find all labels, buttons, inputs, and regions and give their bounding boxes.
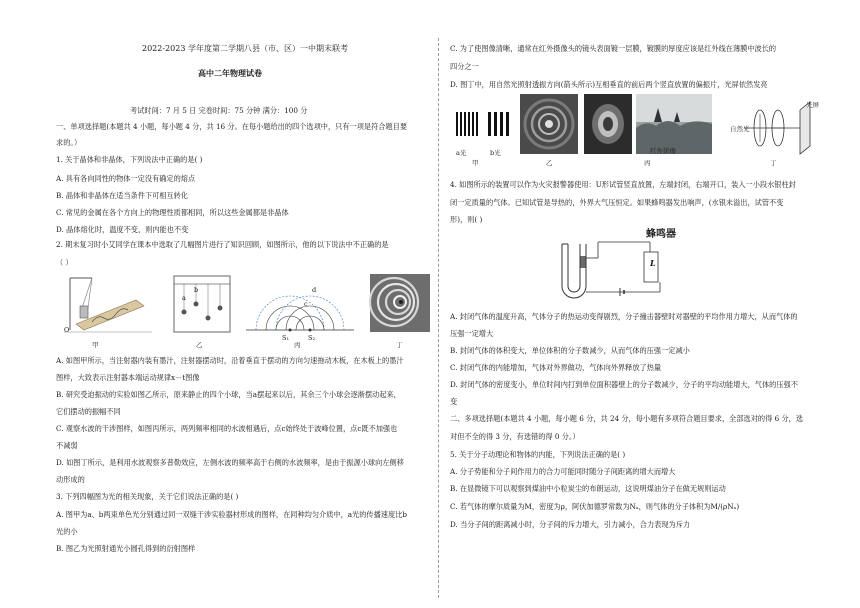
fig-bing-interference	[246, 296, 354, 332]
q4-option-line-1: A. 封闭气体的温度升高，气体分子的热运动变得剧烈，分子撞击器壁时对器壁的平均作用力增大，从而气体的	[450, 312, 798, 321]
q5-option-c: C. 若气体的摩尔质量为M，密度为ρ，阿伏加德罗常数为Nₐ，则气体的分子体积为M/(ρNₐ)	[450, 502, 740, 511]
q2-option-line-5: C. 观察水波的干涉图样，如图丙所示，两列频率相同的水波相遇后，点c始终处于波峰位置，点c既不加强也	[56, 424, 398, 433]
q4-stem-line-3: 形)，则( )	[450, 215, 483, 224]
q2-stem-line-1: 2. 期末复习时小艾同学在课本中选取了几幅图片进行了知识回顾，如图所示，他的以下说法中不正确的是	[56, 240, 389, 249]
q4-fig-label-buzzer: 蜂鸣器	[646, 229, 676, 240]
fig-mark-b: b	[194, 286, 199, 294]
section2-line-1: 二、多项选择题(本题共 4 小题，每小题 6 分，共 24 分，每小题有多项符合题目要求，全部选对的得 6 分，选	[450, 414, 804, 423]
fig-jia-pendulum	[64, 278, 152, 332]
q3-fig-label-a: a光	[456, 149, 467, 157]
q4-fig-label-L: L	[650, 258, 656, 268]
q2-option-line-4: 它们摆动的振幅不同	[56, 407, 121, 416]
q1-stem: 1. 关于晶体和非晶体，下列说法中正确的是( )	[56, 155, 203, 164]
q4-stem-line-1: 4. 如图所示的装置可以作为火灾报警器使用：U形试管竖直放置，左端封闭，右端开口，装入一小段水银柱封	[450, 180, 796, 189]
section2-line-2: 对但不全的得 3 分，有选错的得 0 分。）	[450, 432, 580, 441]
q4-option-line-4: C. 封闭气体的内能增加，气体对外界做功，气体向外界释放了热量	[450, 363, 662, 372]
q4-option-line-5: D. 封闭气体的密度变小，单位时间内打到单位面积器壁上的分子数减少，分子的平均动能增大，气体的压强不	[450, 380, 798, 389]
q3-fig-label-jia: 甲	[472, 159, 479, 167]
fig-mark-s1: S₁	[282, 334, 290, 342]
fig-q3-bing-photos	[584, 94, 712, 154]
q3-fig-label-b: b光	[490, 149, 501, 157]
q3-stem: 3. 下列四幅图为光的相关现象，关于它们说法正确的是( )	[56, 492, 239, 501]
q3-option-line-3: B. 图乙为光照射通光小圆孔得到的衍射图样	[56, 544, 196, 553]
left-column	[56, 0, 430, 608]
q3-c-line-2: 四分之一	[450, 62, 479, 71]
fig-yi-pendulums	[174, 276, 230, 332]
q4-alarm-figure	[556, 232, 668, 310]
q3-fig-text-screen: 光屏	[806, 101, 819, 109]
section1-line-2: 求的。）	[56, 138, 82, 147]
q2-stem-line-2: （ ）	[56, 258, 73, 267]
fig-q3-ding-polarizers	[744, 102, 810, 154]
fig-mark-d: d	[312, 286, 317, 294]
q2-option-line-2: 图样，大致表示注射器本端运动规律x－t图像	[56, 373, 200, 382]
q1-option-a: A. 具有各向同性的物体一定没有确定的熔点	[56, 174, 196, 183]
fig-label-yi: 乙	[196, 341, 203, 349]
q3-d-line: D. 图丁中，用自然光照射透振方向(箭头所示)互相垂直的前后两个竖直放置的偏振片，光屏依然发亮	[450, 80, 768, 89]
column-divider	[438, 38, 439, 598]
q3-c-line-1: C. 为了使图像清晰，通常在红外摄像头的镜头表面镀一层膜，镀膜的厚度应该是红外线在薄膜中波长的	[450, 44, 777, 53]
q2-option-line-8: 动形成的	[56, 475, 85, 484]
fig-mark-a: a	[182, 294, 186, 302]
fig-q3-jia-fringes	[456, 112, 509, 136]
q4-option-line-6: 变	[450, 397, 458, 406]
exam-info: 考试时间：7 月 5 日 完卷时间：75 分钟 满分：100 分	[130, 106, 308, 115]
q3-fig-label-yi: 乙	[546, 159, 553, 167]
q2-option-line-1: A. 如图甲所示，当注射器内装有墨汁，注射器摆动时，沿着垂直于摆动的方向匀速拖动木板，在木板上的墨汁	[56, 356, 404, 365]
q5-option-b: B. 在显微镜下可以观察到煤油中小粒炭尘的布朗运动，这说明煤油分子在做无规则运动	[450, 484, 726, 493]
q3-option-line-1: A. 图甲为a、b两束单色光分别通过同一双缝干涉实验器材形成的图样，在同种均匀介质中，a光的传播速度比b	[56, 510, 407, 519]
fig-q3-yi-diffraction	[520, 94, 578, 154]
q1-option-b: B. 晶体和非晶体在适当条件下可相互转化	[56, 191, 189, 200]
q2-option-line-3: B. 研究受迫振动的实验如图乙所示，原来静止的四个小球，当a摆起来以后，其余三个小球会逐渐摆动起来，	[56, 390, 401, 399]
q5-option-d: D. 当分子间的距离减小时，分子间的斥力增大，引力减小，合力表现为斥力	[450, 520, 691, 529]
q4-option-line-2: 压强一定增大	[450, 329, 494, 338]
q4-stem-line-2: 闭一定质量的气体。已知试管是导热的，外界大气压恒定。如果蜂鸣器发出响声，(水银未溢出，试管不变	[450, 198, 784, 207]
section1-line-1: 一、单项选择题(本题共 4 小题，每小题 4 分，共 16 分。在每小题给出的四个选项中，只有一项是符合题目要	[56, 122, 408, 131]
q5-stem: 5. 关于分子动理论和物体的内能，下列说法正确的是( )	[450, 450, 626, 459]
fig-ding-doppler	[370, 274, 430, 332]
q3-fig-text-infrared: 红外影像	[650, 147, 676, 155]
fig-mark-c: c	[304, 300, 308, 308]
q3-fig-text-natural-light: 自然光	[730, 125, 750, 133]
fig-label-jia: 甲	[92, 341, 99, 349]
q4-option-line-3: B. 封闭气体的体积变大，单位体积的分子数减少，从而气体的压强一定减小	[450, 346, 690, 355]
q1-option-c: C. 常见的金属在各个方向上的物理性质都相同，所以这些金属都是非晶体	[56, 208, 289, 217]
fig-label-bing: 丙	[294, 341, 301, 349]
fig-label-ding: 丁	[396, 341, 403, 349]
paper-title: 高中二年物理试卷	[198, 68, 262, 78]
fig-mark-o: O	[64, 326, 70, 334]
q3-fig-label-ding: 丁	[770, 159, 777, 167]
q3-fig-label-bing: 丙	[644, 159, 651, 167]
fig-mark-s2: S₂	[308, 334, 316, 342]
q2-figures	[62, 272, 434, 346]
right-column	[450, 0, 822, 608]
q2-option-line-6: 不减弱	[56, 441, 78, 450]
q2-option-line-7: D. 如图丁所示，是利用水波观察多普勒效应，左侧水波的频率高于右侧的水波频率，是由于振源小球向左侧移	[56, 458, 404, 467]
exam-title: 2022-2023 学年度第二学期八县（市、区）一中期末联考	[142, 44, 348, 53]
q5-option-a: A. 分子势能和分子间作用力的合力可能同时随分子间距离的增大而增大	[450, 467, 676, 476]
q3-figures	[454, 94, 820, 166]
q1-option-d: D. 晶体熔化时，温度不变，则内能也不变	[56, 225, 189, 234]
q3-option-line-2: 光的小	[56, 527, 78, 536]
